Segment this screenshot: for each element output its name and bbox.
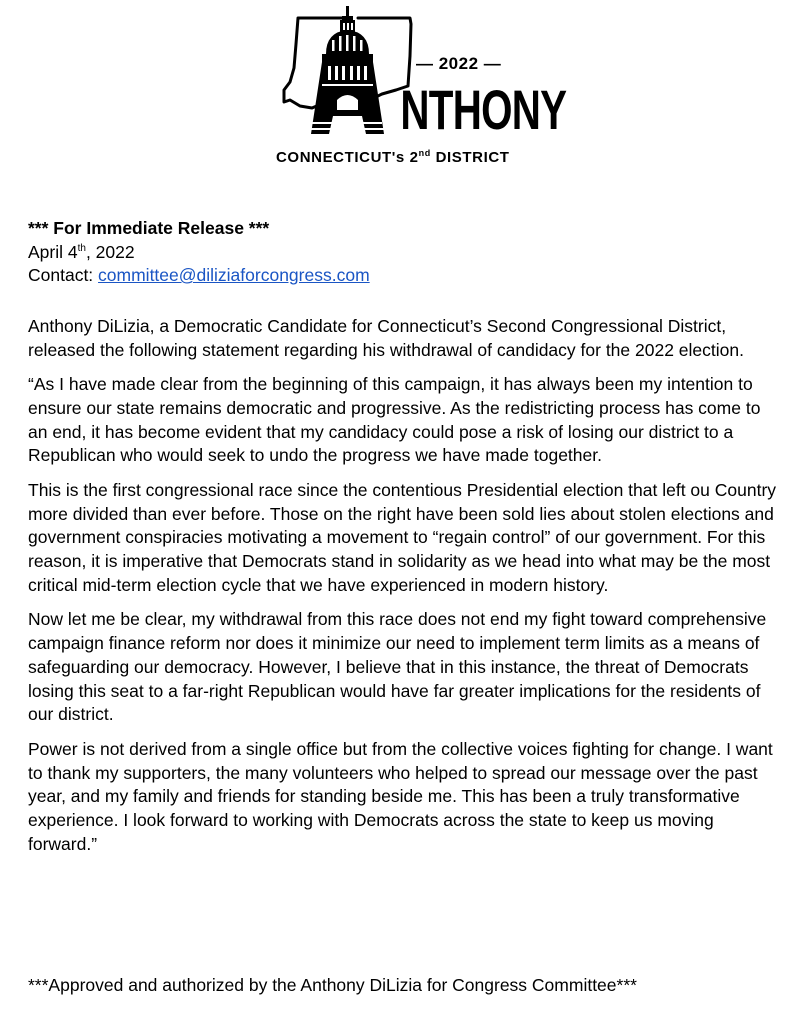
contact-label: Contact: [28,265,99,285]
contact-email-link[interactable]: committee@diliziaforcongress.com [98,265,370,285]
paragraph-intro: Anthony DiLizia, a Democratic Candidate for Connecticut’s Second Congressional District, released the following statement regarding his withdrawal of candidacy for the 2022 election. [28,316,744,360]
paragraph-statement-1: “As I have made clear from the beginning of this campaign, it has always been my intention to ensure our state remains democratic and progressive. As the redistricting process has come to an end, it has become evident that my candidacy could pose a risk of losing our district to a Republican who would seek to undo the progress we have made together. [28,374,761,466]
logo-name-rest: NTHONY [400,78,567,141]
approval-note: ***Approved and authorized by the Anthony DiLizia for Congress Committee*** [28,975,637,995]
logo-candidate-name [372,78,567,141]
campaign-logo [270,4,567,176]
date-prefix: April 4 [28,241,78,262]
statement-body [28,315,783,867]
release-date [28,241,778,265]
logo-district-sup: nd [418,148,431,158]
logo-year: — 2022 — [416,54,502,73]
logo-district [276,148,510,166]
release-tag: *** For Immediate Release *** [28,218,270,238]
release-header [28,217,778,288]
paragraph-statement-4: Power is not derived from a single office but from the collective voices fighting for change. I want to thank my supporters, the many volunteers who helped to spread our message over the past year, and my family and friends for standing beside me. This has been a truly transformative experience. I look forward to working with Democrats across the state to keep us moving forward.” [28,738,773,854]
logo-district-prefix: CONNECTICUT's 2 [276,149,419,166]
date-sup: th [77,242,86,254]
logo-district-suffix: DISTRICT [430,149,510,166]
date-suffix: , 2022 [85,241,135,262]
contact-line [28,264,778,288]
paragraph-statement-3: Now let me be clear, my withdrawal from this race does not end my fight toward comprehensive campaign finance reform nor does it minimize our need to implement term limits as a means of safeguarding our democracy. However, I believe that in this instance, the threat of Democrats losing this seat to a far-right Republican would have far greater implications for the residents of our district. [28,609,767,725]
paragraph-statement-2: This is the first congressional race since the contentious Presidential election that left ou Country more divided than ever before. Those on the right have been sold lies about stolen elections and government conspiracies motivating a movement to “regain control” of our government. For this reason, it is imperative that Democrats stand in solidarity as we head into what may be the most critical mid-term election cycle that we have experienced in modern history. [28,479,777,595]
